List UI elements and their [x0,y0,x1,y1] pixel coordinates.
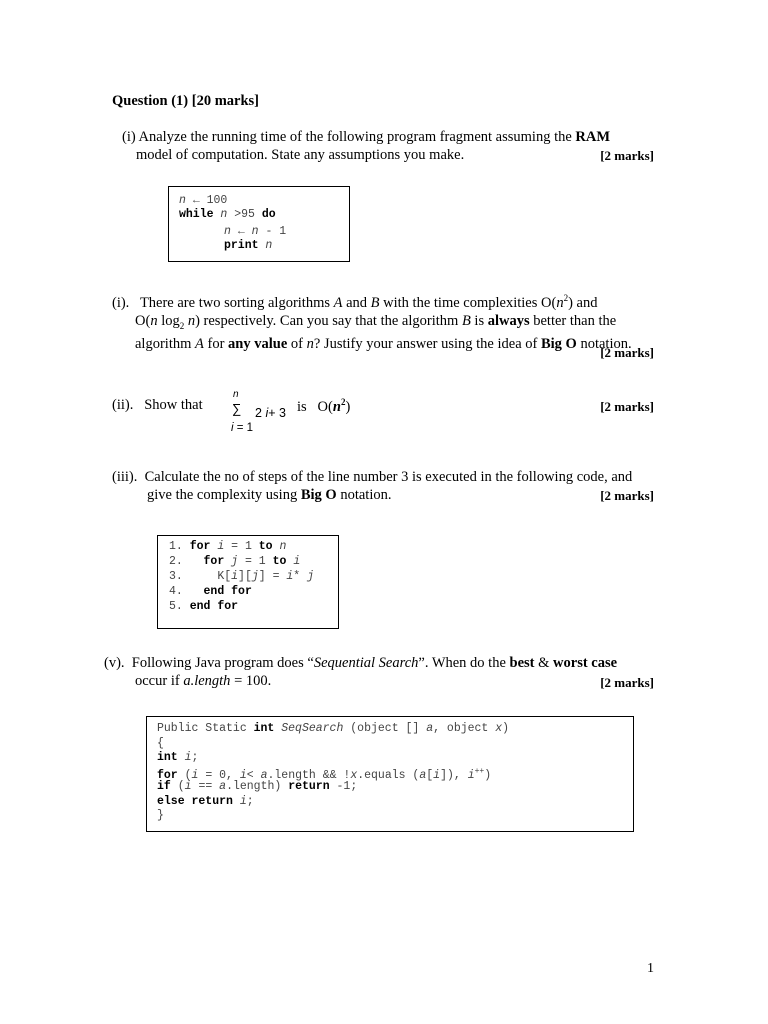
q4-marks: [2 marks] [600,488,654,503]
q5-code-line-7: } [157,809,164,822]
q1-ram: RAM [575,129,611,145]
q3-big-o: is $O(n^2)$ [297,397,351,415]
q5-code-box [146,716,634,832]
sigma-symbol: ∑ [232,401,242,416]
q3-number-show: (ii). Show that [112,397,203,413]
q1-code-line-2: while n >95 do [179,208,276,221]
q2-number: (i). [112,294,130,311]
question-iii: (iii). Calculate the no of steps of the line number 3 is executed in the following code, and give the complexity using Big O notation. [112,469,633,503]
q1-number: (i) [122,129,136,145]
q5-code-line-1: Public Static int SeqSearch (object [] a, object x) [157,722,510,735]
question-v: (v). Following Java program does “Sequential Search”. When do the best & worst case occur if a.length = 100. [104,655,618,689]
q4-code-line-2: 2. for j = 1 to i [169,555,301,568]
q4-code-line-1: 1. for i = 1 to n [169,540,287,553]
q1-code-line-3: n ← n - 1 [224,225,287,238]
q4-code-line-4: 4. end for [169,585,252,598]
q1-text-a: Analyze the running time of the following program fragment assuming the [138,129,572,145]
q4-code-line-3: 3. K[i][j] = i* j [169,570,315,583]
question-title: Question (1) [20 marks] [112,93,260,109]
q5-marks: [2 marks] [600,675,654,690]
q5-code-line-3: int i; [157,751,199,764]
page-number: 1 [647,961,654,976]
q5-code-line-5: if (i == a.length) return -1; [157,780,358,793]
q5-code-line-2: { [157,737,164,750]
q1-code-box [168,186,350,262]
q2-marks: [2 marks] [600,345,654,360]
question-i-ram [122,128,656,164]
question-i-sorting: (i). There are two sorting algorithms A and B with the time complexities $O(n^2)$ and O(n $\log_2 n$) respectively. Can you say that the algorithm B is always better than the algorithm A for any value of n? Justify your answer using the idea of Big O notation. [112,293,632,352]
q1-marks: [2 marks] [600,148,654,163]
q4-code-box [157,535,339,629]
q1-code-line-1: n ← 100 [179,194,228,207]
q5-code-line-6: else return i; [157,795,254,808]
q1-text-b: model of computation. State any assumptions you make. [136,147,465,163]
q3-marks: [2 marks] [600,399,654,414]
q1-code-line-4: print n [224,239,273,252]
q4-code-line-5: 5. end for [169,600,239,613]
q5-code-line-4: for (i = 0, i< a.length && !x.equals (a[i]), i++) [157,767,492,782]
